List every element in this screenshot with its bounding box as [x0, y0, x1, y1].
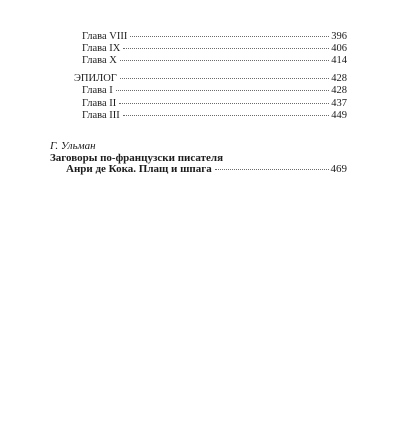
work-title-line2: Анри де Кока. Плащ и шпага	[66, 163, 212, 175]
toc-entry-label: Глава III	[82, 110, 120, 121]
dot-leader	[120, 78, 329, 79]
toc-entry	[82, 43, 347, 55]
dot-leader	[123, 48, 329, 49]
dot-leader	[123, 115, 329, 116]
toc-entry-page: 449	[331, 110, 347, 121]
dot-leader	[120, 60, 329, 61]
toc-entry-label: ЭПИЛОГ	[74, 73, 117, 84]
toc-entry-label: Глава VIII	[82, 31, 128, 42]
toc-entry-page: 437	[331, 98, 347, 109]
dot-leader	[116, 90, 329, 91]
toc-entry-page: 469	[330, 163, 347, 175]
toc-entry-work	[66, 163, 347, 175]
toc-entry-page: 414	[331, 55, 347, 66]
toc-entry	[82, 55, 347, 67]
dot-leader	[130, 36, 329, 37]
toc-entry	[82, 110, 347, 122]
work-title-line1: Заговоры по-французски писателя	[50, 152, 224, 164]
toc-entry-label: Глава IX	[82, 43, 121, 54]
dot-leader	[215, 169, 329, 170]
toc-entry-page: 428	[331, 73, 347, 84]
toc-entry	[82, 31, 347, 43]
toc-entry-label: Глава X	[82, 55, 117, 66]
toc-entry	[82, 85, 347, 97]
author-name: Г. Ульман	[50, 140, 96, 152]
toc-entry-label: Глава II	[82, 98, 117, 109]
dot-leader	[119, 103, 329, 104]
toc-entry-page: 396	[331, 31, 347, 42]
toc-entry-label: Глава I	[82, 85, 113, 96]
toc-entry-epilogue	[74, 73, 347, 85]
toc-entry-page: 428	[331, 85, 347, 96]
toc-entry-page: 406	[331, 43, 347, 54]
toc-entry	[82, 98, 347, 110]
